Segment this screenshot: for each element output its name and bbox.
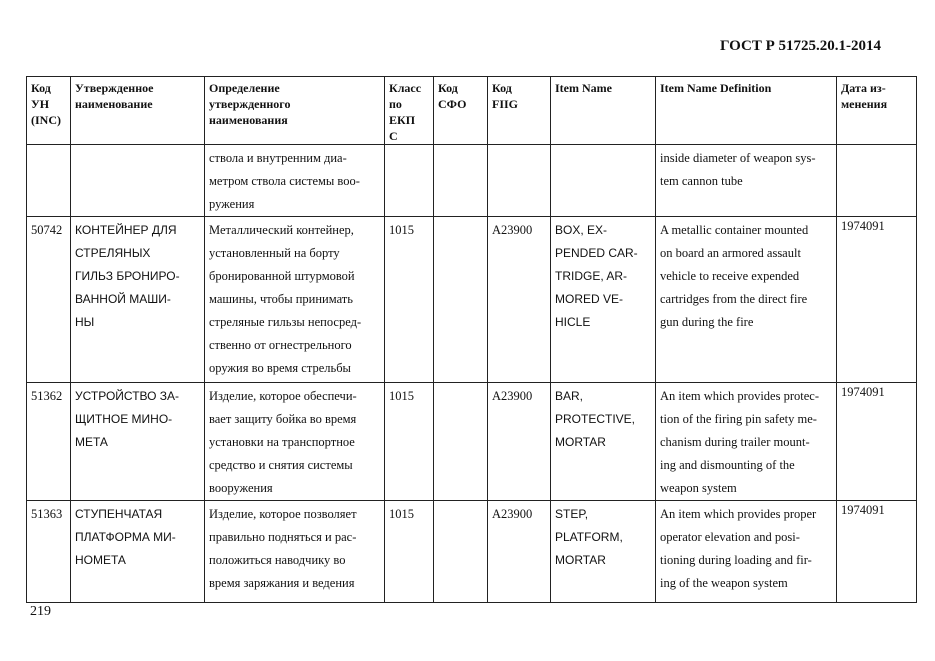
cell-definition-line: ствола и внутренним диа- xyxy=(209,151,347,165)
cell-definition-line: вает защиту бойка во время xyxy=(209,412,357,426)
cell-item-name-line: BOX, EX- xyxy=(555,223,608,237)
cell-approved-name-line: СТУПЕНЧАТАЯ xyxy=(75,507,163,521)
header-line: менения xyxy=(841,97,888,111)
cell-sfo xyxy=(434,145,488,217)
cell-inc: 51363 xyxy=(27,501,71,603)
cell-definition-line: оружия во время стрельбы xyxy=(209,361,351,375)
cell-class xyxy=(385,145,434,217)
header-line: УН xyxy=(31,97,50,111)
header-line: Код xyxy=(492,81,512,95)
cell-item-definition-line: tioning during loading and fir- xyxy=(660,553,812,567)
cell-approved-name xyxy=(71,383,205,501)
cell-definition-line: ружения xyxy=(209,197,255,211)
header-change-date xyxy=(837,77,917,145)
cell-definition xyxy=(205,145,385,217)
cell-approved-name xyxy=(71,145,205,217)
cell-item-name-line: PROTECTIVE, xyxy=(555,412,636,426)
cell-approved-name-line: МЕТА xyxy=(75,435,108,449)
cell-item-name-line: MORTAR xyxy=(555,435,606,449)
header-line: ЕКП xyxy=(389,113,416,127)
cell-definition-line: установленный на борту xyxy=(209,246,340,260)
cell-sfo xyxy=(434,217,488,383)
cell-definition xyxy=(205,217,385,383)
cell-item-name-line: PLATFORM, xyxy=(555,530,623,544)
cell-definition-line: вооружения xyxy=(209,481,273,495)
cell-item-definition xyxy=(656,145,837,217)
cell-approved-name xyxy=(71,501,205,603)
cell-definition xyxy=(205,383,385,501)
header-line: Дата из- xyxy=(841,81,886,95)
cell-inc: 51362 xyxy=(27,383,71,501)
header-line: Определение xyxy=(209,81,280,95)
header-definition xyxy=(205,77,385,145)
table-row xyxy=(27,217,917,383)
cell-item-definition-line: operator elevation and posi- xyxy=(660,530,800,544)
cell-item-name xyxy=(551,383,656,501)
header-line: Item Name xyxy=(555,81,612,95)
cell-fiig: A23900 xyxy=(488,501,551,603)
cell-approved-name-line: КОНТЕЙНЕР ДЛЯ xyxy=(75,223,177,237)
header-line: СФО xyxy=(438,97,467,111)
cell-item-definition-line: tem cannon tube xyxy=(660,174,743,188)
cell-approved-name-line: СТРЕЛЯНЫХ xyxy=(75,246,151,260)
cell-definition-line: Изделие, которое позволяет xyxy=(209,507,357,521)
table-row xyxy=(27,383,917,501)
header-line: Код xyxy=(31,81,51,95)
cell-definition-line: положиться наводчику во xyxy=(209,553,346,567)
cell-item-name xyxy=(551,501,656,603)
cell-item-definition xyxy=(656,217,837,383)
cell-fiig: A23900 xyxy=(488,217,551,383)
header-line: С xyxy=(389,129,398,143)
cell-inc: 50742 xyxy=(27,217,71,383)
cell-definition-line: стреляные гильзы непосред- xyxy=(209,315,362,329)
cell-item-name-line: BAR, xyxy=(555,389,584,403)
cell-item-definition-line: inside diameter of weapon sys- xyxy=(660,151,816,165)
cell-item-definition-line: weapon system xyxy=(660,481,737,495)
cell-definition-line: установки на транспортное xyxy=(209,435,355,449)
cell-item-definition-line: chanism during trailer mount- xyxy=(660,435,810,449)
cell-item-name-line: PENDED CAR- xyxy=(555,246,638,260)
cell-fiig xyxy=(488,145,551,217)
cell-item-definition-line: A metallic container mounted xyxy=(660,223,809,237)
cell-item-definition-line: on board an armored assault xyxy=(660,246,801,260)
cell-sfo xyxy=(434,501,488,603)
cell-definition-line: ственно от огнестрельного xyxy=(209,338,352,352)
cell-approved-name-line: НОМЕТА xyxy=(75,553,126,567)
cell-approved-name-line: УСТРОЙСТВО ЗА- xyxy=(75,389,180,403)
table-row xyxy=(27,501,917,603)
cell-item-name-line: MORTAR xyxy=(555,553,606,567)
header-item-name xyxy=(551,77,656,145)
cell-item-definition-line: ing of the weapon system xyxy=(660,576,788,590)
cell-item-definition-line: ing and dismounting of the xyxy=(660,458,795,472)
header-line: наименования xyxy=(209,113,288,127)
cell-item-name-line: MORED VE- xyxy=(555,292,624,306)
cell-item-definition-line: An item which provides proper xyxy=(660,507,817,521)
cell-item-name-line: TRIDGE, AR- xyxy=(555,269,628,283)
cell-change-date: 1974091 xyxy=(837,383,917,501)
page-number: 219 xyxy=(30,604,51,619)
header-line: Утвержденное xyxy=(75,81,154,95)
cell-change-date: 1974091 xyxy=(837,501,917,603)
cell-definition-line: средство и снятия системы xyxy=(209,458,353,472)
header-line: утвержденного xyxy=(209,97,291,111)
cell-item-definition-line: gun during the fire xyxy=(660,315,754,329)
header-line: Код xyxy=(438,81,458,95)
header-sfo xyxy=(434,77,488,145)
cell-definition-line: бронированной штурмовой xyxy=(209,269,355,283)
cell-item-definition-line: An item which provides protec- xyxy=(660,389,819,403)
cell-approved-name-line: НЫ xyxy=(75,315,95,329)
cell-approved-name-line: ВАННОЙ МАШИ- xyxy=(75,292,171,306)
cell-change-date xyxy=(837,145,917,217)
cell-definition-line: Металлический контейнер, xyxy=(209,223,354,237)
cell-inc xyxy=(27,145,71,217)
cell-approved-name-line: ЩИТНОЕ МИНО- xyxy=(75,412,173,426)
cell-item-name xyxy=(551,145,656,217)
document-standard-title: ГОСТ Р 51725.20.1-2014 xyxy=(720,38,882,54)
cell-definition-line: машины, чтобы принимать xyxy=(209,292,353,306)
cell-change-date: 1974091 xyxy=(837,217,917,383)
header-fiig xyxy=(488,77,551,145)
table-header-row xyxy=(27,77,917,145)
header-item-definition xyxy=(656,77,837,145)
cell-approved-name-line: ПЛАТФОРМА МИ- xyxy=(75,530,176,544)
cell-class: 1015 xyxy=(385,501,434,603)
cell-definition-line: правильно подняться и рас- xyxy=(209,530,357,544)
item-name-table xyxy=(26,76,917,603)
cell-item-name-line: STEP, xyxy=(555,507,589,521)
header-inc xyxy=(27,77,71,145)
cell-definition-line: Изделие, которое обеспечи- xyxy=(209,389,357,403)
cell-sfo xyxy=(434,383,488,501)
header-approved-name xyxy=(71,77,205,145)
cell-item-definition xyxy=(656,501,837,603)
header-line: наименование xyxy=(75,97,153,111)
cell-item-definition-line: tion of the firing pin safety me- xyxy=(660,412,817,426)
cell-item-name-line: HICLE xyxy=(555,315,591,329)
cell-class: 1015 xyxy=(385,383,434,501)
cell-item-definition xyxy=(656,383,837,501)
header-class xyxy=(385,77,434,145)
header-line: Класс xyxy=(389,81,422,95)
header-line: (INC) xyxy=(31,113,61,127)
cell-item-definition-line: vehicle to receive expended xyxy=(660,269,800,283)
cell-approved-name xyxy=(71,217,205,383)
cell-item-definition-line: cartridges from the direct fire xyxy=(660,292,808,306)
cell-definition-line: метром ствола системы воо- xyxy=(209,174,360,188)
cell-definition-line: время заряжания и ведения xyxy=(209,576,355,590)
cell-definition xyxy=(205,501,385,603)
header-line: FIIG xyxy=(492,97,519,111)
cell-fiig: A23900 xyxy=(488,383,551,501)
cell-approved-name-line: ГИЛЬЗ БРОНИРО- xyxy=(75,269,180,283)
cell-item-name xyxy=(551,217,656,383)
table-row xyxy=(27,145,917,217)
header-line: Item Name Definition xyxy=(660,81,772,95)
cell-class: 1015 xyxy=(385,217,434,383)
header-line: по xyxy=(389,97,402,111)
